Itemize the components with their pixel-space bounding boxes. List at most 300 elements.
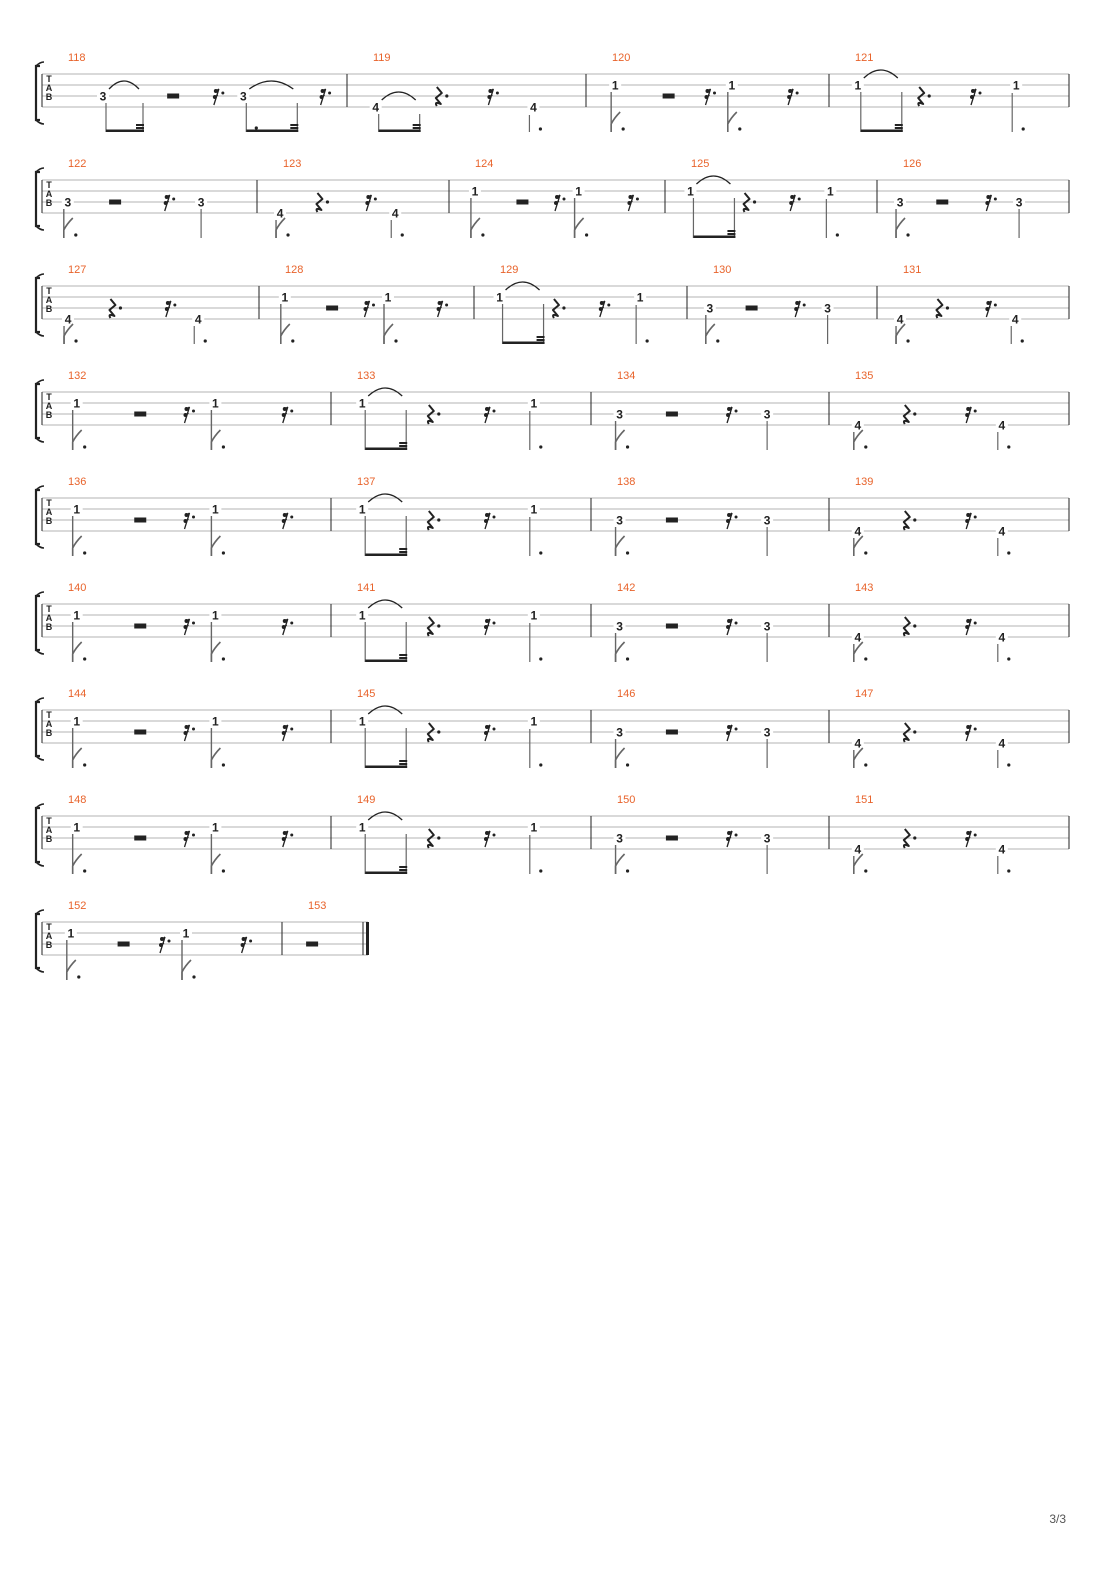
tab-clef-letter: B bbox=[45, 92, 53, 102]
half-rest bbox=[666, 836, 678, 841]
fret-number: 1 bbox=[182, 926, 190, 941]
note-flag bbox=[281, 324, 290, 344]
measure-138 bbox=[614, 476, 774, 556]
fret-number: 4 bbox=[854, 842, 862, 857]
dot bbox=[539, 445, 542, 448]
fret-number: 3 bbox=[763, 407, 771, 422]
fret-number: 1 bbox=[358, 714, 366, 729]
tab-system bbox=[36, 158, 1069, 238]
system-bracket bbox=[36, 172, 40, 226]
fret-number: 1 bbox=[281, 290, 289, 305]
fret-number: 3 bbox=[99, 89, 107, 104]
half-rest bbox=[134, 836, 146, 841]
dot bbox=[255, 126, 258, 129]
dot bbox=[735, 516, 738, 519]
dot bbox=[735, 728, 738, 731]
note-flag bbox=[854, 642, 863, 662]
system-bracket bbox=[36, 490, 40, 544]
dot bbox=[290, 516, 293, 519]
fret-number: 1 bbox=[530, 820, 538, 835]
half-rest bbox=[134, 730, 146, 735]
beam bbox=[136, 124, 144, 126]
tab-clef-letter: T bbox=[46, 604, 52, 614]
dot bbox=[928, 94, 931, 97]
dot bbox=[994, 198, 997, 201]
tab-clef-letter: T bbox=[46, 180, 52, 190]
measure-134 bbox=[614, 370, 774, 450]
note-flag bbox=[182, 960, 191, 980]
measure-133 bbox=[356, 370, 542, 450]
dot bbox=[192, 728, 195, 731]
measure-122 bbox=[62, 158, 207, 238]
beam bbox=[399, 866, 407, 868]
measure-152 bbox=[65, 900, 252, 980]
fret-number: 3 bbox=[763, 831, 771, 846]
quarter-rest bbox=[918, 87, 924, 106]
dot bbox=[493, 516, 496, 519]
dot bbox=[1007, 657, 1010, 660]
fret-number: 3 bbox=[616, 407, 623, 422]
dot bbox=[735, 410, 738, 413]
measure-120 bbox=[609, 52, 798, 132]
measure-151 bbox=[852, 794, 1011, 874]
system-bracket bbox=[36, 808, 40, 862]
measure-135 bbox=[852, 370, 1011, 450]
dot bbox=[539, 869, 542, 872]
note-flag bbox=[64, 324, 73, 344]
half-rest bbox=[666, 624, 678, 629]
dot bbox=[222, 445, 225, 448]
fret-number: 1 bbox=[73, 396, 81, 411]
tab-clef-letter: A bbox=[45, 825, 53, 835]
dot bbox=[374, 198, 377, 201]
measure-number: 139 bbox=[855, 476, 874, 488]
half-rest bbox=[109, 200, 121, 205]
fret-number: 3 bbox=[239, 89, 247, 104]
measure-129 bbox=[494, 264, 649, 344]
beam bbox=[290, 124, 298, 126]
fret-number: 1 bbox=[212, 714, 219, 729]
dot bbox=[1007, 869, 1010, 872]
dot bbox=[974, 728, 977, 731]
beam bbox=[537, 336, 545, 338]
note-flag bbox=[276, 218, 285, 238]
dot bbox=[974, 516, 977, 519]
quarter-rest bbox=[316, 193, 322, 212]
fret-number: 1 bbox=[73, 714, 81, 729]
dot bbox=[626, 869, 629, 872]
dot bbox=[539, 551, 542, 554]
dot bbox=[222, 869, 225, 872]
dot bbox=[290, 834, 293, 837]
beam bbox=[365, 448, 407, 451]
fret-number: 1 bbox=[384, 290, 392, 305]
quarter-rest bbox=[904, 511, 910, 530]
dot bbox=[626, 445, 629, 448]
half-rest bbox=[134, 518, 146, 523]
dot bbox=[290, 728, 293, 731]
fret-number: 3 bbox=[763, 725, 771, 740]
dot bbox=[585, 233, 588, 236]
fret-number: 4 bbox=[1011, 312, 1019, 327]
dot bbox=[290, 410, 293, 413]
measure-number: 138 bbox=[617, 476, 636, 488]
measure-118 bbox=[68, 52, 331, 132]
tab-clef-letter: T bbox=[46, 816, 52, 826]
note-flag bbox=[471, 218, 480, 238]
system-bracket bbox=[36, 66, 40, 120]
fret-number: 1 bbox=[728, 78, 736, 93]
fret-number: 1 bbox=[212, 608, 219, 623]
dot bbox=[437, 624, 440, 627]
beam bbox=[246, 130, 298, 133]
tab-clef-letter: A bbox=[45, 719, 53, 729]
dot bbox=[864, 869, 867, 872]
tab-clef-letter: T bbox=[46, 74, 52, 84]
dot bbox=[735, 622, 738, 625]
fret-number: 3 bbox=[64, 195, 72, 210]
beam bbox=[365, 554, 407, 557]
beam bbox=[503, 342, 545, 345]
fret-number: 1 bbox=[530, 502, 538, 517]
measure-119 bbox=[370, 52, 542, 132]
note-flag bbox=[616, 430, 625, 450]
measure-number: 144 bbox=[68, 688, 87, 700]
measure-123 bbox=[274, 158, 404, 238]
dot bbox=[326, 200, 329, 203]
dot bbox=[83, 869, 86, 872]
note-flag bbox=[384, 324, 393, 344]
dot bbox=[738, 127, 741, 130]
measure-number: 143 bbox=[855, 582, 874, 594]
half-rest bbox=[746, 306, 758, 311]
beam bbox=[399, 763, 407, 765]
measure-number: 124 bbox=[475, 158, 494, 170]
dot bbox=[372, 304, 375, 307]
beam bbox=[895, 127, 903, 129]
dot bbox=[716, 339, 719, 342]
dot bbox=[493, 622, 496, 625]
fret-number: 4 bbox=[64, 312, 72, 327]
note-flag bbox=[854, 536, 863, 556]
half-rest bbox=[666, 412, 678, 417]
fret-number: 1 bbox=[212, 396, 219, 411]
measure-number: 141 bbox=[357, 582, 376, 594]
dot bbox=[221, 92, 224, 95]
quarter-rest bbox=[428, 829, 434, 848]
beam bbox=[365, 766, 407, 769]
measure-number: 122 bbox=[68, 158, 87, 170]
measure-number: 145 bbox=[357, 688, 376, 700]
beam bbox=[106, 130, 144, 133]
dot bbox=[974, 622, 977, 625]
fret-number: 1 bbox=[67, 926, 75, 941]
tab-clef-letter: B bbox=[45, 834, 53, 844]
measure-128 bbox=[279, 264, 448, 344]
dot bbox=[864, 657, 867, 660]
dot bbox=[119, 306, 122, 309]
fret-number: 1 bbox=[575, 184, 582, 199]
fret-number: 4 bbox=[276, 206, 284, 221]
dot bbox=[539, 657, 542, 660]
beam bbox=[399, 548, 407, 550]
half-rest bbox=[516, 200, 528, 205]
note-flag bbox=[896, 218, 905, 238]
tab-clef-letter: T bbox=[46, 710, 52, 720]
note-flag bbox=[64, 218, 73, 238]
quarter-rest bbox=[428, 405, 434, 424]
measure-125 bbox=[684, 158, 839, 238]
tab-clef-letter: B bbox=[45, 728, 53, 738]
note-flag bbox=[854, 748, 863, 768]
half-rest bbox=[666, 730, 678, 735]
fret-number: 1 bbox=[358, 396, 366, 411]
fret-number: 4 bbox=[854, 736, 862, 751]
dot bbox=[796, 92, 799, 95]
tab-clef-letter: A bbox=[45, 401, 53, 411]
measure-number: 125 bbox=[691, 158, 710, 170]
beam bbox=[379, 130, 421, 133]
fret-number: 3 bbox=[616, 619, 623, 634]
beam bbox=[365, 660, 407, 663]
quarter-rest bbox=[904, 723, 910, 742]
dot bbox=[798, 198, 801, 201]
fret-number: 3 bbox=[616, 831, 623, 846]
measure-number: 118 bbox=[68, 52, 86, 64]
fret-number: 3 bbox=[896, 195, 904, 210]
fret-number: 1 bbox=[496, 290, 503, 305]
dot bbox=[562, 306, 565, 309]
dot bbox=[172, 198, 175, 201]
note-flag bbox=[73, 642, 82, 662]
measure-144 bbox=[68, 688, 293, 768]
dot bbox=[1022, 127, 1025, 130]
measure-140 bbox=[68, 582, 293, 662]
measure-131 bbox=[894, 264, 1024, 344]
fret-number: 3 bbox=[197, 195, 205, 210]
dot bbox=[83, 445, 86, 448]
beam bbox=[727, 230, 735, 232]
note-flag bbox=[211, 854, 220, 874]
fret-number: 3 bbox=[763, 513, 771, 528]
measure-136 bbox=[68, 476, 293, 556]
tab-clef-letter: B bbox=[45, 516, 53, 526]
note-flag bbox=[73, 854, 82, 874]
dot bbox=[994, 304, 997, 307]
measure-number: 147 bbox=[855, 688, 874, 700]
fret-number: 1 bbox=[530, 714, 538, 729]
fret-number: 4 bbox=[998, 630, 1006, 645]
measure-126 bbox=[894, 158, 1025, 238]
beam bbox=[727, 233, 735, 235]
beam bbox=[399, 442, 407, 444]
dot bbox=[563, 198, 566, 201]
fret-number: 1 bbox=[358, 608, 366, 623]
quarter-rest bbox=[428, 723, 434, 742]
tab-clef-letter: B bbox=[45, 304, 53, 314]
fret-number: 1 bbox=[358, 820, 366, 835]
fret-number: 1 bbox=[73, 820, 81, 835]
beam bbox=[399, 657, 407, 659]
note-flag bbox=[616, 642, 625, 662]
dot bbox=[946, 306, 949, 309]
dot bbox=[290, 622, 293, 625]
final-barline bbox=[366, 922, 369, 955]
measure-number: 148 bbox=[68, 794, 87, 806]
fret-number: 1 bbox=[854, 78, 862, 93]
measure-number: 153 bbox=[308, 900, 327, 912]
dot bbox=[437, 518, 440, 521]
measure-number: 150 bbox=[617, 794, 636, 806]
quarter-rest bbox=[904, 617, 910, 636]
dot bbox=[222, 763, 225, 766]
fret-number: 1 bbox=[530, 608, 538, 623]
note-flag bbox=[616, 748, 625, 768]
measure-number: 121 bbox=[855, 52, 874, 64]
fret-number: 1 bbox=[611, 78, 619, 93]
system-bracket bbox=[36, 914, 40, 968]
dot bbox=[74, 339, 77, 342]
beam bbox=[399, 445, 407, 447]
tab-clef-letter: B bbox=[45, 198, 53, 208]
fret-number: 1 bbox=[73, 502, 81, 517]
measure-130 bbox=[704, 264, 834, 344]
note-flag bbox=[211, 642, 220, 662]
fret-number: 3 bbox=[616, 725, 623, 740]
dot bbox=[864, 551, 867, 554]
dot bbox=[83, 763, 86, 766]
measure-number: 142 bbox=[617, 582, 636, 594]
note-flag bbox=[706, 324, 715, 344]
dot bbox=[445, 94, 448, 97]
measure-141 bbox=[356, 582, 542, 662]
tab-clef-letter: B bbox=[45, 940, 53, 950]
beam bbox=[895, 124, 903, 126]
beam bbox=[136, 127, 144, 129]
fret-number: 1 bbox=[212, 502, 219, 517]
dot bbox=[626, 763, 629, 766]
measure-number: 131 bbox=[903, 264, 922, 276]
fret-number: 4 bbox=[998, 736, 1006, 751]
system-bracket bbox=[36, 384, 40, 438]
dot bbox=[204, 339, 207, 342]
fret-number: 1 bbox=[687, 184, 694, 199]
measure-132 bbox=[68, 370, 293, 450]
dot bbox=[493, 834, 496, 837]
dot bbox=[83, 551, 86, 554]
dot bbox=[445, 304, 448, 307]
half-rest bbox=[306, 942, 318, 947]
fret-number: 4 bbox=[194, 312, 202, 327]
measure-number: 127 bbox=[68, 264, 87, 276]
beam bbox=[413, 127, 421, 129]
dot bbox=[286, 233, 289, 236]
note-flag bbox=[211, 430, 220, 450]
dot bbox=[622, 127, 625, 130]
half-rest bbox=[134, 624, 146, 629]
fret-number: 1 bbox=[1012, 78, 1020, 93]
measure-143 bbox=[852, 582, 1011, 662]
tab-clef-letter: B bbox=[45, 622, 53, 632]
measure-127 bbox=[62, 264, 207, 344]
fret-number: 3 bbox=[616, 513, 623, 528]
measure-number: 140 bbox=[68, 582, 87, 594]
quarter-rest bbox=[936, 299, 942, 318]
dot bbox=[192, 622, 195, 625]
tab-clef-letter: T bbox=[46, 392, 52, 402]
note-flag bbox=[211, 536, 220, 556]
fret-number: 3 bbox=[763, 619, 771, 634]
measure-150 bbox=[614, 794, 774, 874]
system-bracket bbox=[36, 278, 40, 332]
measure-146 bbox=[614, 688, 774, 768]
dot bbox=[192, 834, 195, 837]
half-rest bbox=[663, 94, 675, 99]
tab-system bbox=[36, 900, 369, 980]
measure-number: 135 bbox=[855, 370, 874, 382]
dot bbox=[913, 730, 916, 733]
fret-number: 1 bbox=[636, 290, 644, 305]
quarter-rest bbox=[904, 405, 910, 424]
half-rest bbox=[167, 94, 179, 99]
measure-number: 129 bbox=[500, 264, 519, 276]
dot bbox=[328, 92, 331, 95]
note-flag bbox=[616, 536, 625, 556]
dot bbox=[437, 730, 440, 733]
dot bbox=[974, 410, 977, 413]
dot bbox=[192, 975, 195, 978]
beam bbox=[399, 760, 407, 762]
note-flag bbox=[854, 854, 863, 874]
measure-number: 151 bbox=[855, 794, 874, 806]
beam bbox=[537, 339, 545, 341]
dot bbox=[173, 304, 176, 307]
dot bbox=[437, 836, 440, 839]
dot bbox=[74, 233, 77, 236]
note-flag bbox=[73, 536, 82, 556]
beam bbox=[399, 869, 407, 871]
half-rest bbox=[134, 412, 146, 417]
fret-number: 3 bbox=[1015, 195, 1023, 210]
fret-number: 1 bbox=[212, 820, 219, 835]
dot bbox=[401, 233, 404, 236]
dot bbox=[713, 92, 716, 95]
tab-clef-letter: A bbox=[45, 507, 53, 517]
measure-number: 149 bbox=[357, 794, 376, 806]
measure-number: 146 bbox=[617, 688, 636, 700]
measure-142 bbox=[614, 582, 774, 662]
tab-clef-letter: T bbox=[46, 498, 52, 508]
fret-number: 4 bbox=[854, 630, 862, 645]
dot bbox=[481, 233, 484, 236]
page-number: 3/3 bbox=[1049, 1512, 1066, 1526]
tab-clef-letter: A bbox=[45, 189, 53, 199]
quarter-rest bbox=[428, 511, 434, 530]
measure-number: 133 bbox=[357, 370, 376, 382]
dot bbox=[222, 551, 225, 554]
note-flag bbox=[728, 112, 737, 132]
dot bbox=[291, 339, 294, 342]
dot bbox=[249, 940, 252, 943]
measure-number: 126 bbox=[903, 158, 922, 170]
quarter-rest bbox=[428, 617, 434, 636]
tab-clef-letter: A bbox=[45, 613, 53, 623]
half-rest bbox=[118, 942, 130, 947]
dot bbox=[626, 551, 629, 554]
fret-number: 1 bbox=[530, 396, 538, 411]
measure-number: 152 bbox=[68, 900, 87, 912]
dot bbox=[974, 834, 977, 837]
